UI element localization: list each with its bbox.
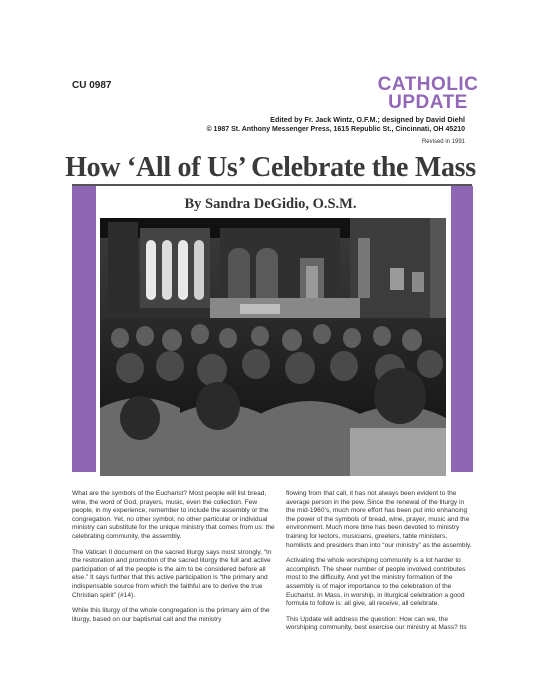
article-right-column (286, 490, 474, 640)
article-byline: By Sandra DeGidio, O.S.M. (184, 196, 357, 212)
document-code: CU 0987 (72, 80, 112, 91)
article-left-column (72, 490, 280, 631)
paragraph: Activating the whole worshiping community is a lot harder to accomplish. The sheer number of people involved contributes most to the difficulty. And yet the ministry formation of the assembly is of major importance to the celebration of the Eucharist. In Mass, in worship, in liturgical celebration a good formula to follow is: all give, all receive, all celebrate. (286, 557, 466, 608)
catholic-update-logo (376, 76, 480, 112)
church-congregation-photo (100, 218, 446, 476)
paragraph: The Vatican II document on the sacred liturgy says most strongly, “In the restoration and promotion of the sacred liturgy the full and active participation of all the people is the aim to be considered before all else.” It says further that this active participation is “the primary and indispensable source from which the faithful are to derive the true Christian spirit” (#14). (72, 548, 272, 599)
logo-line-2: UPDATE (388, 92, 468, 113)
paragraph: While this liturgy of the whole congregation is the primary aim of the liturgy, based on our baptismal call and the ministry (72, 607, 270, 623)
revised-note: Revised in 1991 (421, 139, 465, 145)
title-rule (72, 184, 472, 186)
paragraph: What are the symbols of the Eucharist? Most people will list bread, wine, the word of God, prayers, music, even the collection. Few people, in my experience, remember to include the assembly or the congregation. Yet, no other symbol, no other particular or individual ministry can substitute for the unique ministry that comes from us: the celebrating community, the assembly. (72, 490, 275, 540)
paragraph: This Update will address the question: How can we, the worshiping community, best exercise our ministry at Mass? Its (286, 615, 467, 632)
paragraph: flowing from that call, it has not always been evident to the average person in the pew. Since the renewal of the liturgy in the mid-1960’s, much more effort has been put into enhancing the power of the symbols of bread, wine, prayer, music and the environment. Much more time has been devoted to ministry training for lectors, musicians, greeters, table ministers, homilists and presiders than into “our ministry” as the assembly. (286, 490, 472, 549)
copyright-line: © 1987 St. Anthony Messenger Press, 1615 Republic St., Cincinnati, OH 45210 (206, 126, 465, 133)
article-title: How ‘All of Us’ Celebrate the Mass (65, 152, 476, 183)
right-accent-bar (451, 186, 473, 472)
logo-line-1: CATHOLIC (377, 74, 479, 95)
editor-credit: Edited by Fr. Jack Wintz, O.F.M.; designed by David Diehl (270, 115, 465, 124)
left-accent-bar (72, 186, 96, 472)
